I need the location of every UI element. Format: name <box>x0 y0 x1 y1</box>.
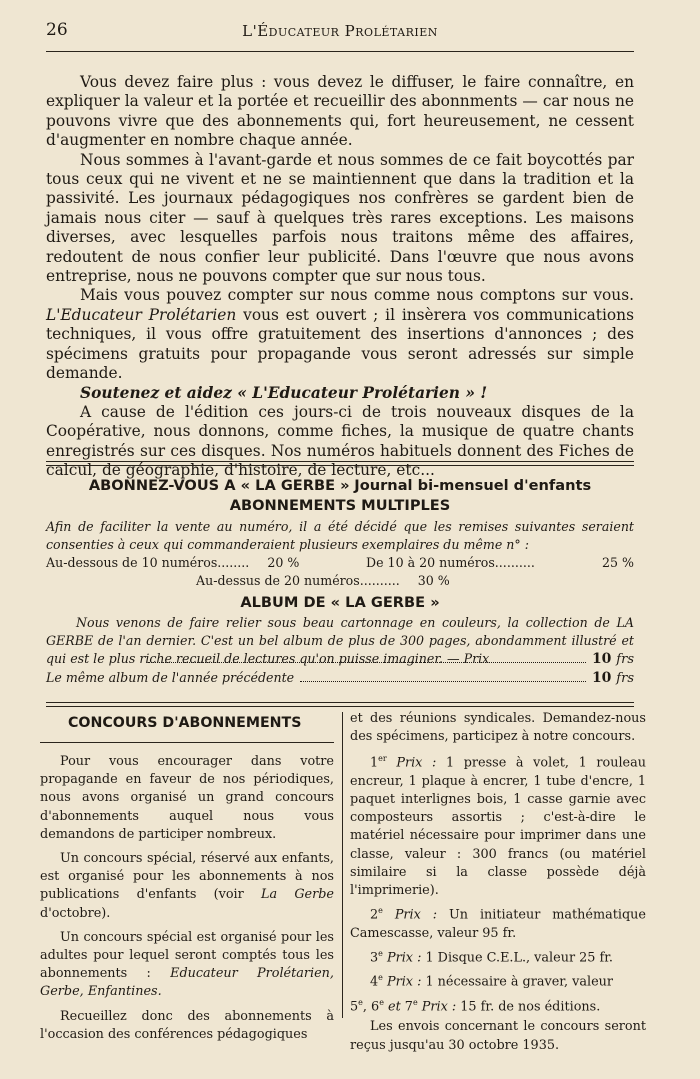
rate-row <box>46 572 634 590</box>
intro-paragraph: Vous devez faire plus : vous devez le diffuser, le faire connaître, en expliquer la valeur et la portée et recueillir des abonnments — car nous ne pouvons vivre que des abonnements qui, fort heureusement, ne cessent d'augmenter en nombre chaque année. <box>46 73 634 150</box>
concours-closing: Les envois concernant le concours seront reçus jusqu'au 30 octobre 1935. <box>350 1019 646 1053</box>
prize-1: 1er Prix : 1 presse à volet, 1 rouleau encreur, 1 plaque à encrer, 1 tube d'encre, 1 paquet interlignes bois, 1 casse garnie avec composteurs assortis ; c'est-à-dire le matériel nécessaire pour imprimer dans une classe, valeur : 300 francs (ou matériel similaire si la classe possède déjà l'imprimerie). <box>350 754 646 899</box>
column-separator <box>342 712 343 1018</box>
concours-title-rule <box>40 742 334 743</box>
concours-text-span: d'octobre). <box>40 905 111 921</box>
rate-label: De 10 à 20 numéros.......... <box>366 555 535 570</box>
abonnements-multiples-title: ABONNEMENTS MULTIPLES <box>229 497 451 514</box>
concours-paragraph <box>40 850 334 923</box>
rate-label: Au-dessous de 10 numéros........ <box>46 555 250 570</box>
prize-label: Prix : <box>394 907 438 923</box>
slogan: Soutenez et aidez « L'Educateur Prolétarien » ! <box>80 383 488 402</box>
concours-text-span: Un concours spécial est organisé pour les adultes pour lequel seront comptés tous les abonnements : <box>40 929 334 982</box>
concours-paragraph: et des réunions syndicales. Demandez-nous des spécimens, participez à notre concours. <box>350 711 646 745</box>
section-double-rule <box>46 702 634 707</box>
prize-3: 3e Prix : 1 Disque C.E.L., valeur 25 fr. <box>370 948 614 966</box>
album-description: Nous venons de faire relier sous beau cartonnage en couleurs, la collection de LA GERBE de l'an dernier. C'est un bel album de plus de 300 pages, abondamment illustré et qui est le plus riche recueil de lectures qu'on puisse imaginer. — Prix <box>46 615 634 666</box>
publication-titles-italic: Educateur Prolétarien, Gerbe, Enfantines. <box>40 966 334 1000</box>
album-price: 10 frs <box>591 651 634 667</box>
abonnez-heading <box>46 476 634 496</box>
prize-label: Prix : <box>421 999 457 1015</box>
rates-table <box>46 554 634 590</box>
page-header <box>46 20 634 50</box>
prize-label: Prix : <box>396 755 437 771</box>
concours-paragraph: Pour vous encourager dans votre propagande en faveur de nos périodiques, nous avons organisé un grand concours d'abonnements auquel nous vous demandons de participer nombreux. <box>40 754 334 842</box>
prize-description: 1 Disque C.E.L., valeur 25 fr. <box>425 950 614 966</box>
intro-text-span: Mais vous pouvez compter sur nous comme nous comptons sur vous. <box>80 286 634 305</box>
previous-album-price: 10 frs <box>591 670 634 686</box>
intro-text-span: vous est ouvert ; il insèrera vos communications techniques, il vous offre gratuitement des insertions d'annonces ; des spécimens gratuits pour propagande vous seront adressés sur simple demande. <box>46 305 634 383</box>
abonnez-box <box>46 476 634 688</box>
concours-title: CONCOURS D'ABONNEMENTS <box>68 715 302 731</box>
leader-dots <box>148 662 586 663</box>
prize-5-7: 5e, 6e et 7e Prix : 15 fr. de nos éditions. <box>350 997 601 1015</box>
intro-text <box>46 73 634 481</box>
intro-paragraph <box>46 286 634 383</box>
prize-description: Un initiateur mathématique Camescasse, valeur 95 fr. <box>350 907 646 941</box>
rate-row <box>46 554 634 572</box>
abonnez-title: ABONNEZ-VOUS A « LA GERBE » <box>88 477 350 494</box>
intro-paragraph: A cause de l'édition ces jours-ci de trois nouveaux disques de la Coopérative, nous donnons, comme fiches, la musique de quatre chants enregistrés sur ces disques. Nos numéros habituels donnent des Fiches de calcul, de géographie, d'histoire, de lecture, etc... <box>46 402 634 480</box>
rate-value: 25 % <box>602 555 634 570</box>
rate-value: 20 % <box>267 555 300 570</box>
rate-cell <box>46 554 366 572</box>
rate-value: 30 % <box>417 573 450 588</box>
previous-album-label: Le même album de l'année précédente <box>46 670 295 685</box>
concours-left-column <box>40 710 334 1050</box>
concours-paragraph: Recueillez donc des abonnements à l'occasion des conférences pédagogiques <box>40 1008 334 1042</box>
album-title: ALBUM DE « LA GERBE » <box>240 594 440 611</box>
concours-text-span: Un concours spécial, réservé aux enfants, est organisé pour les abonnements à nos publications d'enfants (voir <box>40 851 334 903</box>
prize-description: 15 fr. de nos éditions. <box>460 999 601 1015</box>
prize-label: Prix : <box>386 974 422 990</box>
prize-label: Prix : <box>386 950 422 966</box>
prize-2: 2e Prix : Un initiateur mathématique Camescasse, valeur 95 fr. <box>350 906 646 941</box>
concours-paragraph <box>40 929 334 1002</box>
intro-paragraph: Nous sommes à l'avant-garde et nous sommes de ce fait boycottés par tous ceux qui ne vivent et ne se maintiennent que dans la tradition et la passivité. Les journaux pédagogiques nos confrères se gardent bien de jamais nous citer — sauf à quelques très rares exceptions. Les maisons diverses, avec lesquelles parfois nous traitons même des affaires, redoutent de nous confier leur publicité. Dans l'œuvre que nous avons entreprise, nous ne pouvons compter que sur nous tous. <box>46 150 634 286</box>
remises-text: Afin de faciliter la vente au numéro, il a été décidé que les remises suivantes seraient consenties à ceux qui commanderaient plusieurs exemplaires du même n° : <box>46 519 634 552</box>
prize-description: 1 presse à volet, 1 rouleau encreur, 1 plaque à encrer, 1 tube d'encre, 1 paquet interlignes bois, 1 casse garnie avec composteurs assortis ; c'est-à-dire le matériel nécessaire pour imprimer dans une classe, valeur : 300 francs (ou matériel similaire si la classe possède déjà l'imprimerie). <box>350 755 646 899</box>
prize-4: 4e Prix : 1 nécessaire à graver, valeur <box>370 973 614 990</box>
rate-label: Au-dessus de 20 numéros.......... <box>196 573 400 588</box>
gerbe-title-italic: La Gerbe <box>260 887 334 903</box>
page-number: 26 <box>46 20 68 40</box>
journal-title-italic: L'Educateur Prolétarien <box>46 305 237 324</box>
section-double-rule <box>46 461 634 466</box>
running-title: L'Éducateur Prolétarien <box>242 22 438 40</box>
rate-cell <box>366 554 634 572</box>
prize-description: 1 nécessaire à graver, valeur <box>425 974 614 990</box>
abonnez-title-rest: Journal bi-mensuel d'enfants <box>354 477 592 494</box>
leader-dots <box>300 681 586 682</box>
header-rule <box>46 51 634 52</box>
previous-album-price-line <box>46 669 634 688</box>
concours-right-column <box>350 710 646 1061</box>
